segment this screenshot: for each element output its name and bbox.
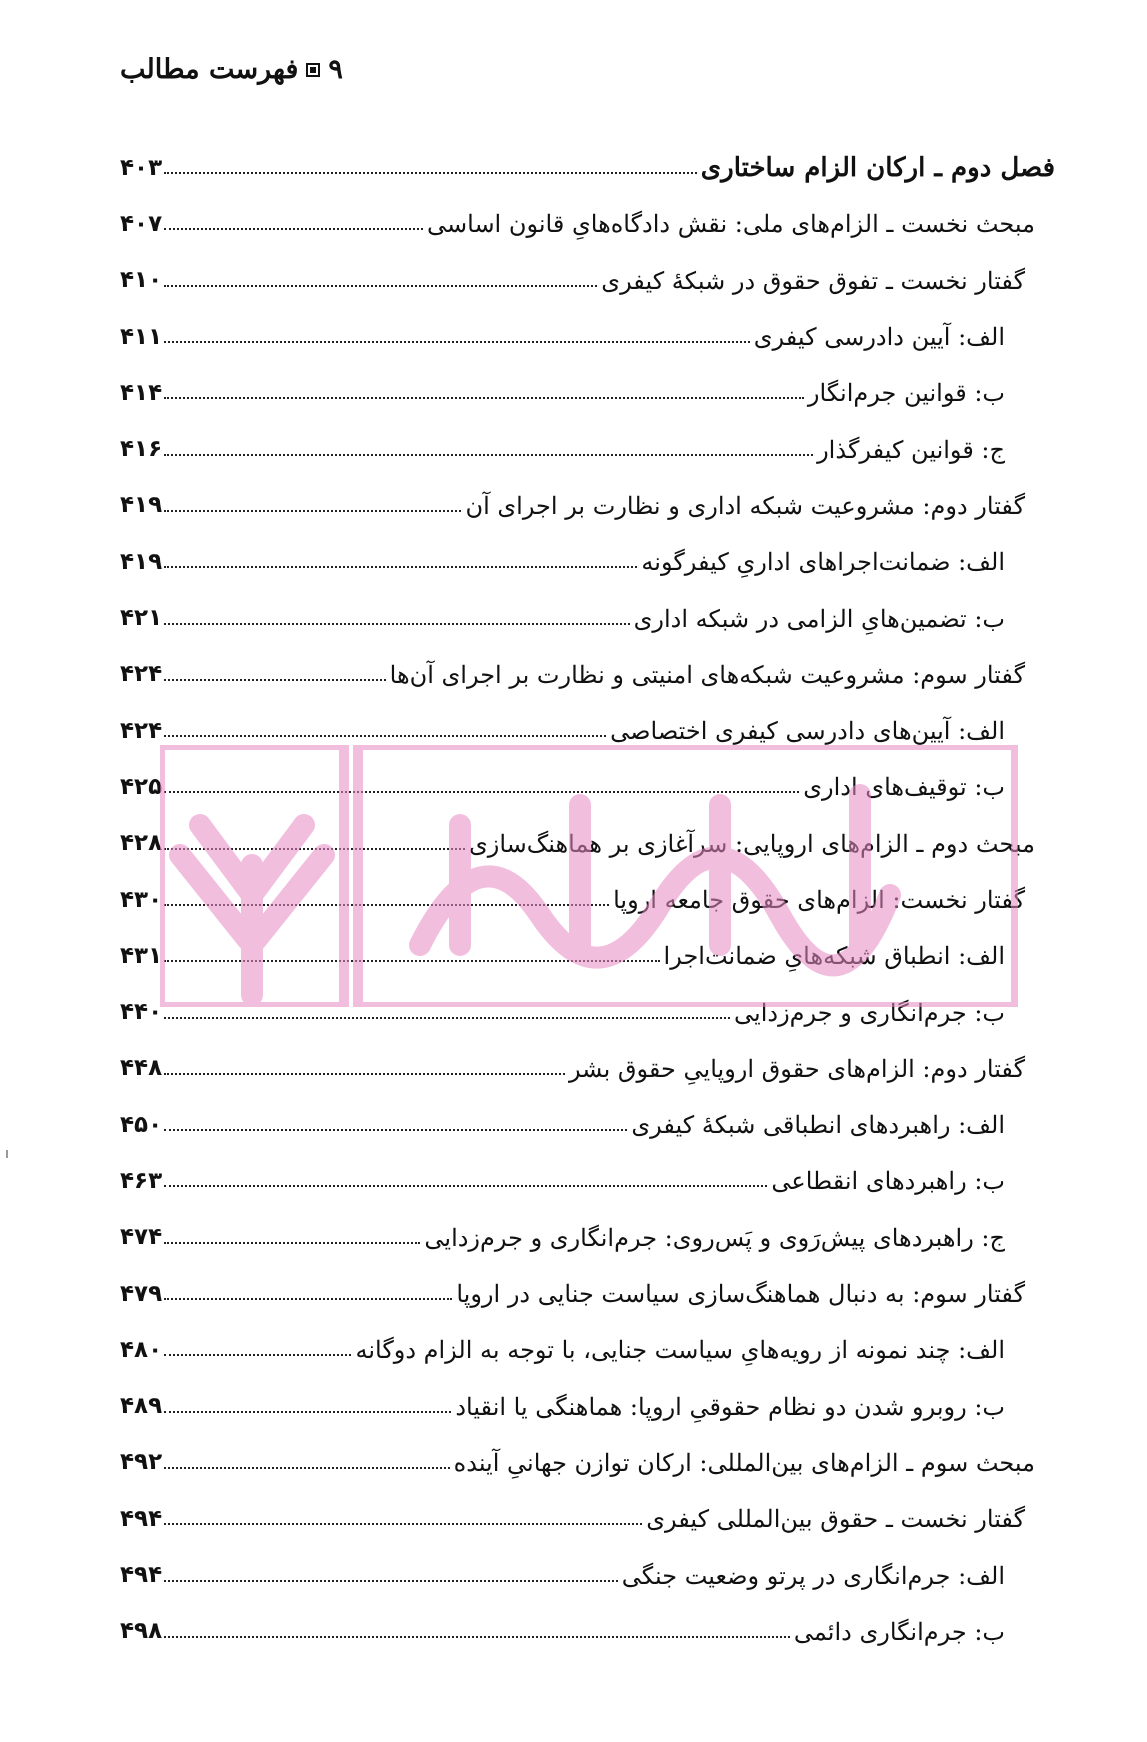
toc-page-number: ۴۷۹: [120, 1280, 163, 1307]
toc-page-number: ۴۸۹: [120, 1393, 163, 1420]
toc-entry: [120, 872, 1055, 928]
toc-entry-title: گفتار سوم: به دنبال هماهنگ‌سازی سیاست جنایی در اروپا: [456, 1280, 1025, 1309]
toc-entry: [120, 1491, 1055, 1547]
toc-page-number: ۴۱۹: [120, 548, 163, 575]
dot-leader: [164, 960, 659, 962]
toc-entry: [120, 590, 1055, 646]
square-bullet-icon: [306, 63, 320, 77]
toc-entry-title: ب: تضمین‌هایِ الزامی در شبکه اداری: [633, 604, 1005, 633]
dot-leader: [164, 285, 597, 287]
toc-entry: [120, 309, 1055, 365]
toc-page-number: ۴۲۸: [120, 830, 163, 857]
toc-page-number: ۴۶۳: [120, 1167, 163, 1194]
toc-entry-title: الف: آیین دادرسی کیفری: [753, 323, 1005, 352]
dot-leader: [164, 1073, 565, 1075]
toc-entry-title: ب: روبرو شدن دو نظام حقوقیِ اروپا: هماهنگی یا انقیاد: [455, 1392, 1005, 1421]
dot-leader: [164, 1523, 642, 1525]
toc-page-number: ۴۰۳: [120, 154, 163, 181]
dot-leader: [164, 510, 461, 512]
toc-entry-title: الف: جرم‌انگاری در پرتو وضعیت جنگی: [621, 1561, 1005, 1590]
dot-leader: [164, 566, 637, 568]
toc-page-number: ۴۹۲: [120, 1449, 163, 1476]
page-header: [120, 54, 343, 85]
dot-leader: [164, 1636, 790, 1638]
toc-entry: [120, 534, 1055, 590]
toc-entry-title: گفتار دوم: مشروعیت شبکه اداری و نظارت بر اجرای آن: [465, 491, 1025, 520]
dot-leader: [164, 397, 804, 399]
toc-entry: [120, 1153, 1055, 1209]
toc-entry: [120, 984, 1055, 1040]
dot-leader: [164, 1017, 730, 1019]
toc-page-number: ۴۹۸: [120, 1618, 163, 1645]
toc-entry-title: گفتار سوم: مشروعیت شبکه‌های امنیتی و نظارت بر اجرای آن‌ها: [389, 660, 1025, 689]
toc-entry: [120, 759, 1055, 815]
dot-leader: [164, 1467, 450, 1469]
toc-entry: [120, 253, 1055, 309]
toc-entry-title: الف: آیین‌های دادرسی کیفری اختصاصی: [610, 717, 1005, 746]
dot-leader: [164, 623, 630, 625]
toc-entry: [120, 816, 1055, 872]
toc-page-number: ۴۸۰: [120, 1336, 163, 1363]
toc-entry-title: گفتار نخست ـ تفوق حقوق در شبکهٔ کیفری: [601, 266, 1025, 295]
toc-entry-title: ب: توقیف‌های اداری: [803, 773, 1005, 802]
toc-entry-title: مبحث دوم ـ الزام‌های اروپایی: سرآغازی بر هماهنگ‌سازی: [468, 829, 1035, 858]
toc-entry: [120, 928, 1055, 984]
dot-leader: [164, 1411, 451, 1413]
dot-leader: [164, 791, 799, 793]
toc-page-number: ۴۲۱: [120, 605, 163, 632]
toc-page-number: ۴۲۴: [120, 661, 163, 688]
toc-entry-title: الف: چند نمونه از رویه‌هایِ سیاست جنایی، با توجه به الزام دوگانه: [355, 1336, 1005, 1365]
toc-entry-title: الف: راهبردهای انطباقی شبکهٔ کیفری: [631, 1111, 1005, 1140]
toc-entry: [120, 140, 1055, 196]
dot-leader: [164, 1354, 351, 1356]
dot-leader: [164, 1185, 767, 1187]
dot-leader: [164, 679, 386, 681]
toc-entry: [120, 1435, 1055, 1491]
toc-page-number: ۴۹۴: [120, 1562, 163, 1589]
toc-entry-title: الف: انطباق شبکه‌هایِ ضمانت‌اجرا: [663, 942, 1005, 971]
dot-leader: [164, 848, 465, 850]
toc-entry: [120, 1379, 1055, 1435]
toc-entry: [120, 365, 1055, 421]
toc-page-number: ۴۵۰: [120, 1111, 163, 1138]
dot-leader: [164, 172, 697, 174]
dot-leader: [164, 1129, 627, 1131]
header-title: فهرست مطالب: [120, 54, 299, 85]
toc-page-number: ۴۷۴: [120, 1224, 163, 1251]
toc-entry: [120, 1097, 1055, 1153]
toc-entry: [120, 196, 1055, 252]
toc-entry-title: گفتار دوم: الزام‌های حقوق اروپاییِ حقوق بشر: [568, 1054, 1025, 1083]
toc-entry: [120, 1041, 1055, 1097]
toc-page-number: ۴۱۰: [120, 267, 163, 294]
toc-page-number: ۴۴۰: [120, 999, 163, 1026]
toc-entry-title: گفتار نخست ـ حقوق بین‌المللی کیفری: [646, 1505, 1025, 1534]
toc-entry: [120, 478, 1055, 534]
margin-mark: [6, 1150, 8, 1158]
toc-page-number: ۴۱۴: [120, 379, 163, 406]
dot-leader: [164, 735, 606, 737]
toc-entry-title: ج: راهبردهای پیش‌رَوی و پَس‌روی: جرم‌انگاری و جرم‌زدایی: [424, 1223, 1005, 1252]
table-of-contents: [120, 140, 1055, 1660]
dot-leader: [164, 1242, 420, 1244]
toc-page-number: ۴۹۴: [120, 1505, 163, 1532]
toc-page-number: ۴۳۰: [120, 886, 163, 913]
toc-page-number: ۴۲۵: [120, 773, 163, 800]
dot-leader: [164, 228, 423, 230]
toc-entry-title: ب: جرم‌انگاری و جرم‌زدایی: [734, 998, 1005, 1027]
header-page-number: ۹: [328, 54, 343, 85]
toc-entry-title: ب: راهبردهای انقطاعی: [771, 1167, 1005, 1196]
toc-entry: [120, 1266, 1055, 1322]
toc-page-number: ۴۰۷: [120, 210, 163, 237]
toc-entry-title: ج: قوانین کیفرگذار: [817, 435, 1005, 464]
toc-entry: [120, 1547, 1055, 1603]
toc-entry-title: مبحث نخست ـ الزام‌های ملی: نقش دادگاه‌هایِ قانون اساسی: [427, 210, 1035, 239]
dot-leader: [164, 1580, 618, 1582]
toc-entry-title: فصل دوم ـ ارکان الزام ساختاری: [700, 153, 1055, 184]
toc-entry: [120, 647, 1055, 703]
toc-entry-title: ب: جرم‌انگاری دائمی: [793, 1617, 1005, 1646]
toc-entry: [120, 421, 1055, 477]
dot-leader: [164, 904, 609, 906]
toc-entry-title: الف: ضمانت‌اجراهای اداریِ کیفرگونه: [641, 548, 1005, 577]
toc-entry: [120, 1210, 1055, 1266]
toc-page-number: ۴۱۶: [120, 436, 163, 463]
toc-entry-title: ب: قوانین جرم‌انگار: [807, 379, 1005, 408]
dot-leader: [164, 454, 813, 456]
toc-entry-title: گفتار نخست: الزام‌های حقوق جامعه اروپا: [613, 886, 1025, 914]
toc-entry: [120, 703, 1055, 759]
toc-page-number: ۴۲۴: [120, 717, 163, 744]
toc-page-number: ۴۱۱: [120, 323, 163, 350]
toc-entry: [120, 1322, 1055, 1378]
toc-entry: [120, 1604, 1055, 1660]
toc-page-number: ۴۳۱: [120, 942, 163, 969]
toc-entry-title: مبحث سوم ـ الزام‌های بین‌المللی: ارکان توازن جهانیِ آینده: [453, 1448, 1035, 1477]
dot-leader: [164, 341, 750, 343]
dot-leader: [164, 1298, 452, 1300]
toc-page-number: ۴۱۹: [120, 492, 163, 519]
toc-page-number: ۴۴۸: [120, 1055, 163, 1082]
